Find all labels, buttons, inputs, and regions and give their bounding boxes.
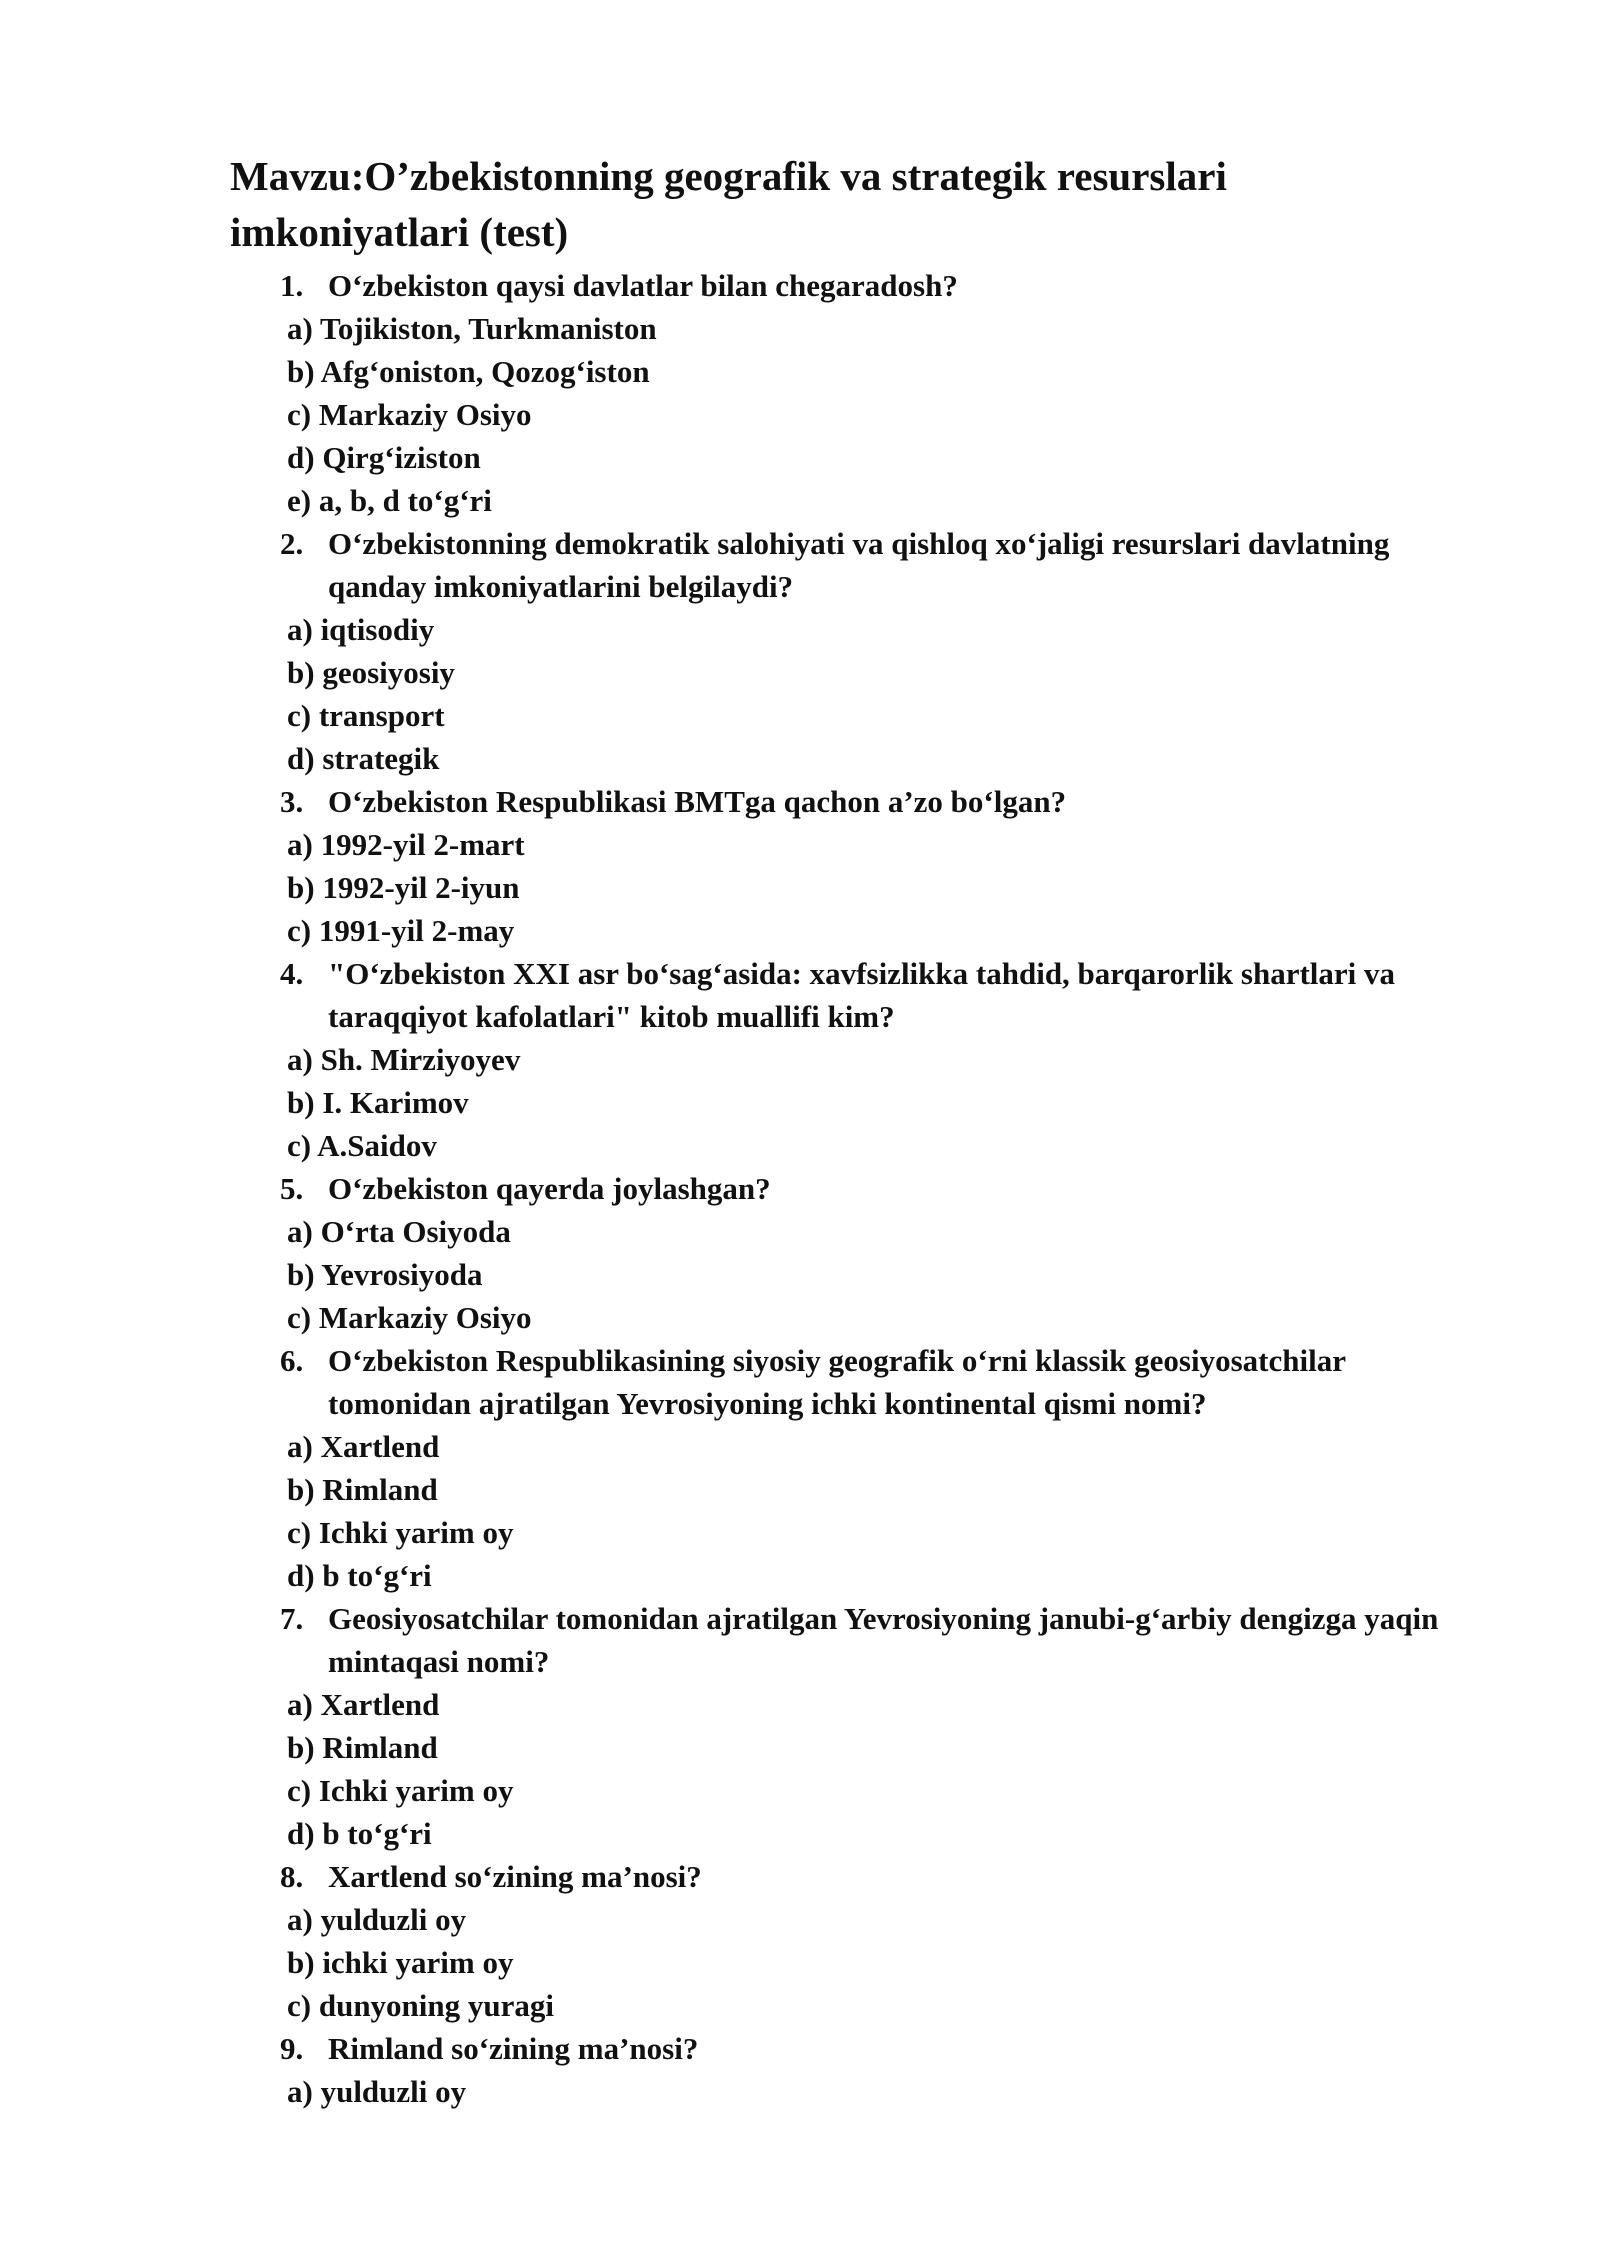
question-2 [0, 522, 1468, 608]
question-text: Xartlend so‘zining ma’nosi? [328, 1859, 702, 1894]
question-number: 1. [280, 268, 304, 303]
question-number: 5. [280, 1171, 304, 1206]
answer-option: c) Ichki yarim oy [287, 1773, 514, 1808]
answer-option: a) O‘rta Osiyoda [287, 1214, 511, 1249]
question-number: 4. [280, 956, 304, 991]
question-number: 6. [280, 1343, 304, 1378]
answer-option: c) A.Saidov [287, 1128, 437, 1163]
question-number: 3. [280, 784, 304, 819]
question-number: 8. [280, 1859, 304, 1894]
answer-option: b) ichki yarim oy [287, 1945, 514, 1980]
question-1 [0, 264, 1468, 307]
question-number: 7. [280, 1601, 304, 1636]
question-text: Geosiyosatchilar tomonidan ajratilgan Yevrosiyoning janubi-g‘arbiy dengizga yaqin mintaqasi nomi? [328, 1601, 1439, 1679]
answer-option: a) Sh. Mirziyoyev [287, 1042, 521, 1077]
answer-option: c) Markaziy Osiyo [287, 1300, 532, 1335]
answer-option: a) Xartlend [287, 1687, 440, 1722]
answer-option: c) 1991-yil 2-may [287, 913, 515, 948]
question-4 [0, 952, 1468, 1038]
answer-option: a) iqtisodiy [287, 612, 435, 647]
answer-option: c) dunyoning yuragi [287, 1988, 555, 2023]
page-title: Mavzu:O’zbekistonning geografik va strategik resurslari imkoniyatlari (test) [230, 153, 1227, 255]
question-text: Rimland so‘zining ma’nosi? [328, 2031, 699, 2066]
answer-option: c) Ichki yarim oy [287, 1515, 514, 1550]
question-text: O‘zbekiston Respublikasining siyosiy geografik o‘rni klassik geosiyosatchilar tomonidan ajratilgan Yevrosiyoning ichki kontinental qismi nomi? [328, 1343, 1346, 1421]
answer-option: d) b to‘g‘ri [287, 1558, 432, 1593]
question-text: O‘zbekiston Respublikasi BMTga qachon a’zo bo‘lgan? [328, 784, 1067, 819]
answer-option: b) Afg‘oniston, Qozog‘iston [287, 354, 650, 389]
answer-option: a) 1992-yil 2-mart [287, 827, 525, 862]
answer-option: c) transport [287, 698, 445, 733]
answer-option: b) 1992-yil 2-iyun [287, 870, 520, 905]
question-text: "O‘zbekiston XXI asr bo‘sag‘asida: xavfsizlikka tahdid, barqarorlik shartlari va taraqqiyot kafolatlari" kitob muallifi kim? [328, 956, 1396, 1034]
question-7 [0, 1597, 1468, 1683]
question-text: O‘zbekiston qaysi davlatlar bilan chegaradosh? [328, 268, 958, 303]
answer-option: d) b to‘g‘ri [287, 1816, 432, 1851]
question-number: 9. [280, 2031, 304, 2066]
question-8 [0, 1855, 1468, 1898]
answer-option: b) I. Karimov [287, 1085, 469, 1120]
answer-option: e) a, b, d to‘g‘ri [287, 483, 492, 518]
answer-option: b) Rimland [287, 1730, 438, 1765]
question-list [0, 264, 1600, 2113]
question-text: O‘zbekiston qayerda joylashgan? [328, 1171, 771, 1206]
answer-option: b) geosiyosiy [287, 655, 455, 690]
answer-option: a) yulduzli oy [287, 1902, 467, 1937]
question-3 [0, 780, 1468, 823]
question-text: O‘zbekistonning demokratik salohiyati va qishloq xo‘jaligi resurslari davlatning qanday imkoniyatlarini belgilaydi? [328, 526, 1390, 604]
answer-option: d) Qirg‘iziston [287, 440, 481, 475]
answer-option: a) Tojikiston, Turkmaniston [287, 311, 657, 346]
answer-option: b) Rimland [287, 1472, 438, 1507]
answer-option: a) Xartlend [287, 1429, 440, 1464]
answer-option: d) strategik [287, 741, 440, 776]
question-number: 2. [280, 526, 304, 561]
question-6 [0, 1339, 1468, 1425]
question-5 [0, 1167, 1468, 1210]
answer-option: c) Markaziy Osiyo [287, 397, 532, 432]
answer-option: a) yulduzli oy [287, 2074, 467, 2109]
question-9 [0, 2027, 1468, 2070]
answer-option: b) Yevrosiyoda [287, 1257, 483, 1292]
